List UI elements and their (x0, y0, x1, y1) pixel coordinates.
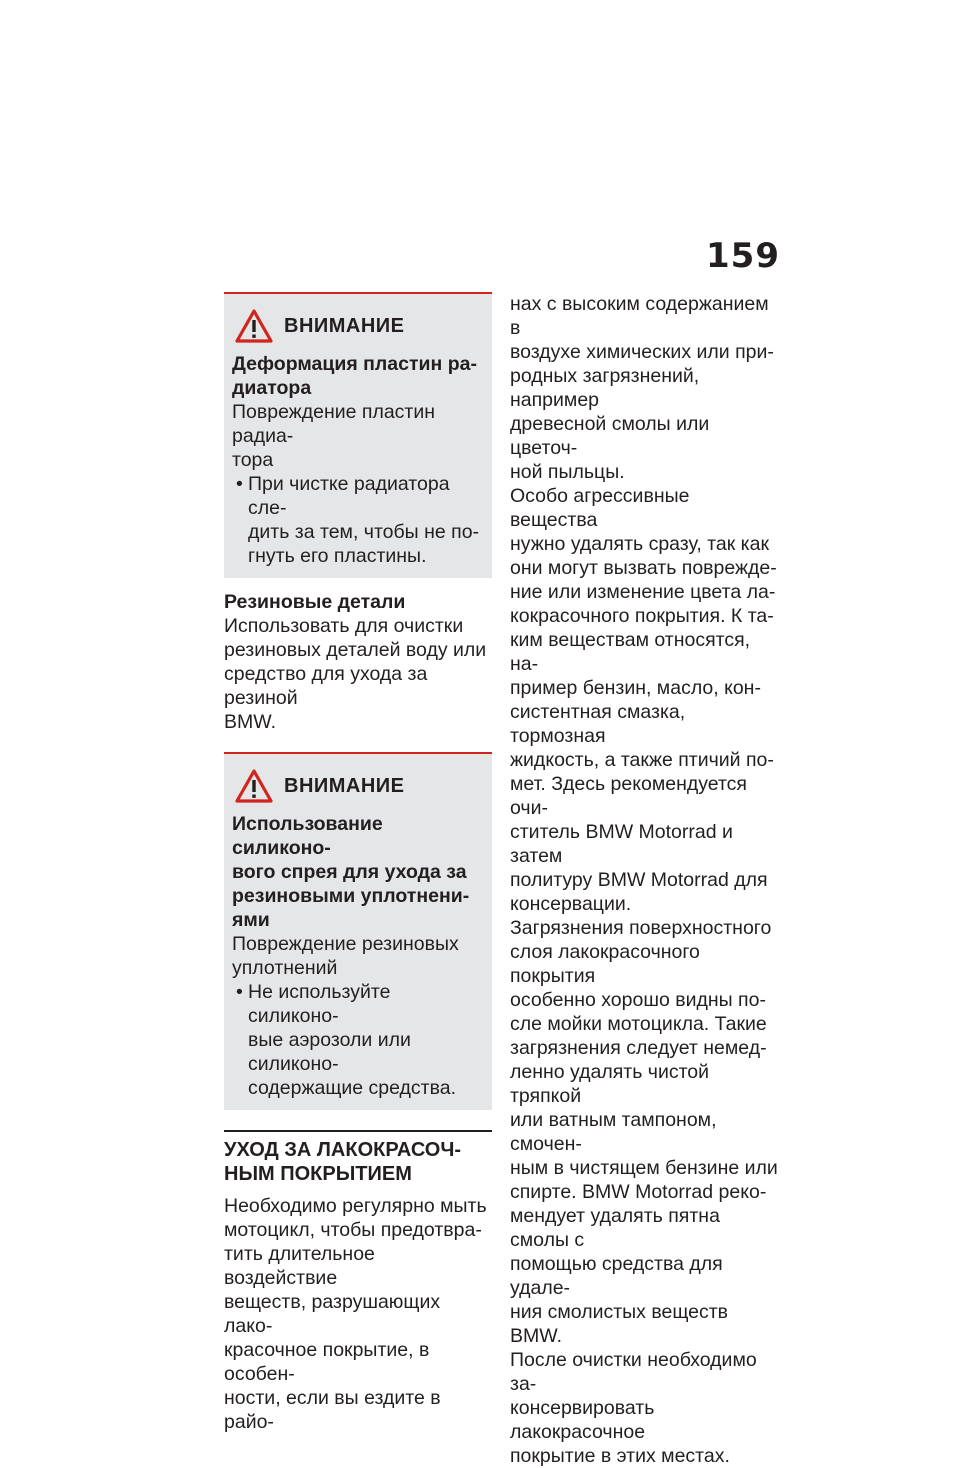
warning-triangle-icon (234, 308, 274, 344)
warning-triangle-icon (234, 768, 274, 804)
warning-subject: Деформация пластин ра- диатора (232, 353, 477, 399)
warning-consequence: Повреждение пластин радиа- тора (232, 401, 436, 471)
warning-header (232, 306, 484, 346)
surface-contamination-paragraph: Загрязнения поверхностного слоя лакокрасочного покрытия особенно хорошо видны по- сле мойки мотоцикла. Такие загрязнения следует немед- ленно удалять чистой тряпкой или ватным тампоном, смочен- ным в чистящем бензине или спирте. BMW Motorrad реко- мендует удалять пятна смолы с помощью средства для удале- ния смолистых веществ BMW. После очистки необходимо за- консервировать лакокрасочное покрытие в этих местах. (510, 917, 778, 1467)
warning-header (232, 766, 484, 806)
page-number: 159 (706, 236, 780, 276)
warning-subject: Использование силиконо- вого спрея для ухода за резиновыми уплотнени- ями (232, 813, 470, 931)
warning-box-silicone (224, 752, 492, 1110)
right-column (510, 292, 778, 1468)
warning-consequence: Повреждение резиновых уплотнений (232, 933, 459, 979)
warning-bullet-list (232, 980, 484, 1100)
section-heading-paint-care: УХОД ЗА ЛАКОКРАСОЧ- НЫМ ПОКРЫТИЕМ (224, 1130, 492, 1186)
paint-paragraph: Необходимо регулярно мыть мотоцикл, чтобы предотвра- тить длительное воздействие веществ, разрушающих лако- красочное покрытие, в особен- ности, если вы ездите в райо- (224, 1195, 487, 1433)
section-subheading-rubber: Резиновые детали (224, 591, 406, 613)
warning-bullet-list (232, 472, 484, 568)
warning-bullet: • Не используйте силиконо- вые аэрозоли или силиконо- содержащие средства. (232, 980, 484, 1100)
rubber-paragraph: Использовать для очистки резиновых деталей воду или средство для ухода за резиной BMW. (224, 615, 487, 733)
left-column (224, 292, 492, 1434)
aggressive-substances-paragraph: Особо агрессивные вещества нужно удалять сразу, так как они могут вызвать поврежде- ние или изменение цвета ла- кокрасочного покрытия. К та- ким веществам относятся, на- пример бензин, масло, кон- систентная смазка, тормозная жидкость, а также птичий по- мет. Здесь рекомендуется очи- ститель BMW Motorrad и затем политуру BMW Motorrad для консервации. (510, 485, 777, 915)
warning-bullet: • При чистке радиатора сле- дить за тем, чтобы не по- гнуть его пластины. (232, 472, 484, 568)
warning-title: ВНИМАНИЕ (284, 774, 405, 797)
warning-box-radiator (224, 292, 492, 578)
paint-paragraph-continued: нах с высоким содержанием в воздухе химических или при- родных загрязнений, например древесной смолы или цветоч- ной пыльцы. (510, 293, 774, 483)
warning-title: ВНИМАНИЕ (284, 314, 405, 337)
